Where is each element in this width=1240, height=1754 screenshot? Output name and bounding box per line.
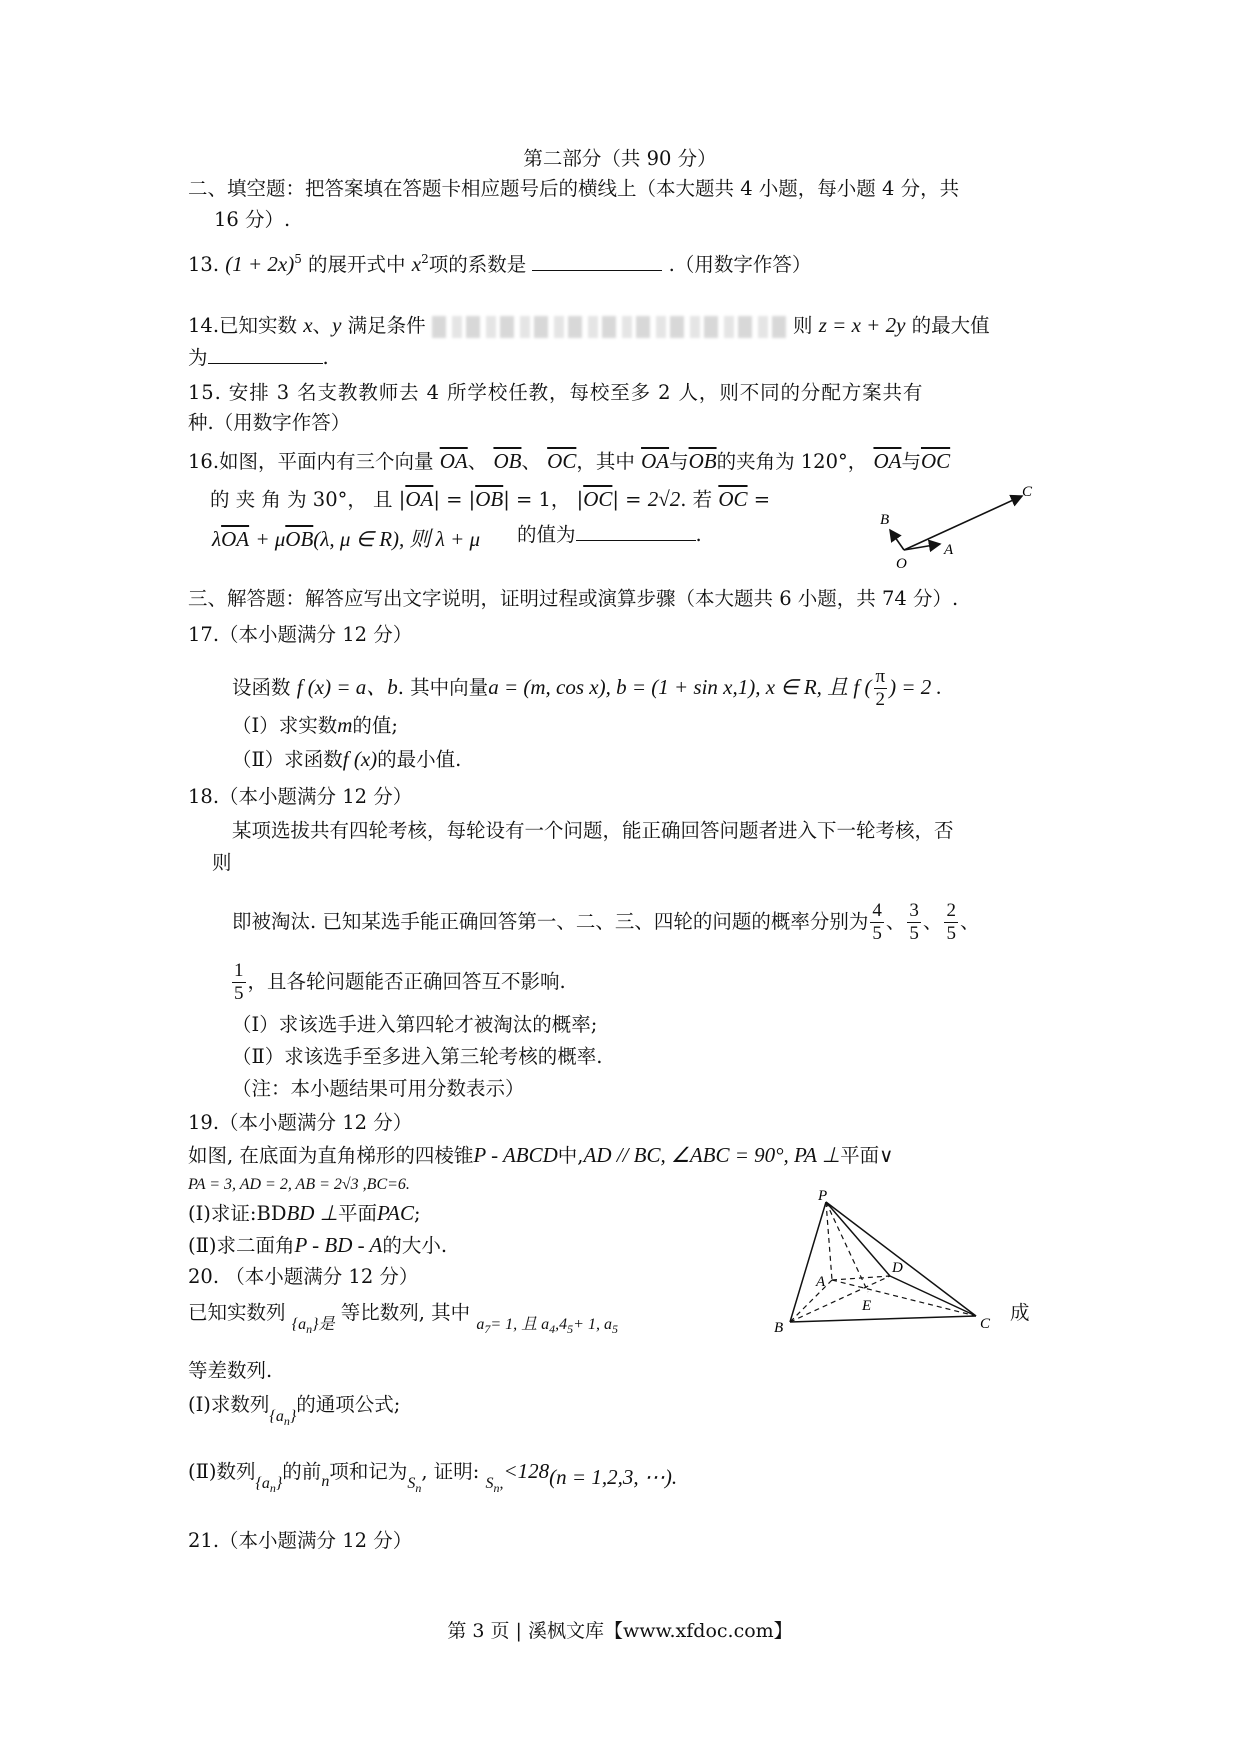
q14-constraint-image — [432, 316, 787, 338]
q20-p2c: } — [275, 1475, 283, 1492]
q14-text5: 为 — [188, 346, 208, 369]
edge-bd — [790, 1276, 890, 1322]
q19-dihedral: P - BD - A — [294, 1233, 383, 1257]
q18-frac-3-den: 5 — [946, 923, 956, 944]
q18-frac-3-num: 2 — [946, 900, 956, 921]
q20-p1d: 的通项公式; — [296, 1393, 401, 1416]
q18-part1: （Ⅰ）求该选手进入第四轮才被淘汰的概率; — [232, 1013, 598, 1036]
vector-ob: $\overline{OB}$ — [493, 449, 522, 473]
q20-seq-a: {a — [291, 1316, 307, 1333]
q20-l1f: = 1, 且 a — [490, 1316, 550, 1333]
vector-oa: $\overline{OA}$ — [641, 449, 670, 473]
q18-frac-1-den: 5 — [872, 923, 882, 944]
q16-text2: ，其中 — [576, 450, 635, 473]
q19-l1c: 中, — [557, 1144, 584, 1167]
q14-text1: 14.已知实数 — [188, 314, 298, 337]
question-15-line1: 15. 安排 3 名支教教师去 4 所学校任教，每校至多 2 人，则不同的分配方案共有 — [188, 381, 924, 404]
question-14 — [188, 312, 990, 339]
q20-sn2-n: n — [493, 1481, 500, 1495]
q19-l1a: 如图, 在底面为直角梯形的四棱锥 — [188, 1144, 474, 1167]
q18-line4-text: ，且各轮问题能否正确回答互不影响. — [247, 970, 566, 993]
vector-oc: $\overline{OC}$ — [583, 487, 613, 511]
q20-p2b: {a — [255, 1475, 270, 1492]
q20-p2l: (n = 1,2,3, ⋯). — [549, 1465, 678, 1489]
q20-seq-close: }是 — [312, 1316, 335, 1333]
edge-pb — [790, 1202, 826, 1322]
q20-l1i: 5 — [567, 1322, 574, 1336]
question-16-line2 — [210, 486, 770, 513]
q14-x: x — [303, 313, 313, 337]
fig-label-p: P — [818, 1188, 828, 1204]
q16-text9: | = — [612, 488, 642, 511]
q17-p1-end: 的值; — [352, 714, 398, 737]
q18-frac-4 — [232, 960, 246, 1005]
q19-pyramid: P - ABCD — [473, 1143, 558, 1167]
q19-part2 — [188, 1232, 447, 1259]
question-13 — [188, 246, 811, 278]
q16-text16: 的值为 — [517, 523, 576, 546]
q17-p1-text: （Ⅰ）求实数 — [232, 714, 338, 737]
q18-line4 — [232, 960, 566, 1005]
q18-frac-2-den: 5 — [909, 923, 919, 944]
edge-bc — [790, 1316, 976, 1322]
fig-label-e: E — [862, 1298, 872, 1314]
q20-sn — [407, 1475, 422, 1495]
q18-frac-4-den: 5 — [234, 983, 244, 1004]
vector-oa: $\overline{OA}$ — [439, 449, 468, 473]
q16-text15: (λ, μ ∈ R), 则 λ + μ — [313, 527, 481, 551]
q19-p2c: 的大小. — [382, 1234, 448, 1257]
q20-p2k: <128 — [503, 1459, 550, 1483]
q16-lambda: λ — [212, 527, 222, 551]
q20-a7: 7 — [484, 1322, 491, 1336]
q18-frac-3 — [944, 900, 958, 945]
q18-frac-2-num: 3 — [909, 900, 919, 921]
q17-part2 — [232, 746, 461, 773]
fill-heading-line1: 二、填空题：把答案填在答题卡相应题号后的横线上（本大题共 4 小题，每小题 4 分，共 — [188, 177, 960, 200]
q17-function: f (x) = a、b — [296, 675, 398, 699]
q20-head: 20. （本小题满分 12 分） — [188, 1265, 419, 1288]
q14-text4: 的最大值 — [911, 314, 990, 337]
q16-sep1: 、 — [467, 450, 488, 473]
q16-sep2: 、 — [521, 450, 541, 473]
q16-text11: . 若 — [680, 488, 713, 511]
q17-stem-b: . 其中向量 — [397, 676, 489, 699]
q20-p2e: n — [321, 1473, 330, 1490]
question-16-line3 — [212, 526, 480, 553]
vector-ob: $\overline{OB}$ — [688, 449, 717, 473]
q20-sn-n: n — [415, 1481, 422, 1495]
q17-stem-a: 设函数 — [232, 676, 291, 699]
q20-seq — [291, 1316, 335, 1336]
q19-lengths: PA = 3, AD = 2, AB = 2√3 , — [188, 1176, 367, 1193]
q20-p1a: (Ⅰ)求数列 — [188, 1393, 270, 1416]
q14-text2: 满足条件 — [347, 314, 426, 337]
q20-line1 — [188, 1300, 618, 1336]
q20-a5: 5 — [611, 1322, 618, 1336]
q16-text12: = — [753, 488, 771, 511]
q18-sep: 、 — [885, 910, 906, 933]
q21-head: 21.（本小题满分 12 分） — [188, 1529, 413, 1552]
q18-head: 18.（本小题满分 12 分） — [188, 785, 413, 808]
q19-l1e: 平面∨ — [840, 1144, 894, 1167]
q20-l1h: ,4 — [555, 1316, 568, 1333]
q19-conditions: AD // BC, ∠ABC = 90°, PA ⊥ — [583, 1143, 841, 1167]
q16-text8: | = 1， | — [503, 488, 584, 511]
q13-text3: .（用数字作答） — [668, 253, 812, 276]
fill-heading-line2: 16 分）. — [214, 208, 291, 231]
q13-var: x — [411, 252, 422, 276]
q20-sn-s: S — [407, 1475, 416, 1492]
q19-line1 — [188, 1142, 893, 1169]
q18-frac-1 — [870, 900, 884, 945]
q18-sep: 、 — [922, 910, 943, 933]
q17-p2-end: 的最小值. — [377, 748, 462, 771]
q14-text6: . — [322, 346, 329, 369]
q17-frac-num: π — [875, 666, 886, 687]
q19-p1a: (Ⅰ)求证:BD — [188, 1202, 287, 1225]
q20-p2j: , — [499, 1475, 504, 1492]
q19-head: 19.（本小题满分 12 分） — [188, 1111, 413, 1134]
question-14-line2 — [188, 345, 329, 371]
fig-label-b: B — [774, 1320, 784, 1336]
q20-a: a — [476, 1316, 485, 1333]
q17-p2-text: （Ⅱ）求函数 — [232, 748, 343, 771]
q19-pyramid-figure — [774, 1188, 1000, 1336]
q20-l1d: 等比数列, 其中 — [340, 1301, 471, 1324]
answer-heading: 三、解答题：解答应写出文字说明，证明过程或演算步骤（本大题共 6 小题，共 74 分）. — [188, 587, 959, 610]
question-15-line2: 种.（用数字作答） — [188, 411, 351, 434]
q20-p2d: 的前 — [282, 1460, 322, 1483]
page-footer: 第 3 页 | 溪枫文库【www.xfdoc.com】 — [447, 1620, 793, 1642]
q19-bc: BC=6. — [366, 1176, 410, 1193]
q20-p2a: (Ⅱ)数列 — [188, 1460, 256, 1483]
q20-l1a: 已知实数列 — [188, 1301, 286, 1324]
vector-oc: $\overline{OC}$ — [718, 487, 748, 511]
q20-a4: 4 — [549, 1322, 556, 1336]
q20-seq-n: n — [306, 1322, 313, 1336]
q20-line2: 等差数列. — [188, 1359, 273, 1382]
vector-oa: $\overline{OA}$ — [405, 487, 434, 511]
q18-frac-1-num: 4 — [872, 900, 882, 921]
vector-ob: $\overline{OB}$ — [475, 487, 504, 511]
edge-pd — [826, 1202, 890, 1276]
q17-head: 17.（本小题满分 12 分） — [188, 623, 413, 646]
question-16-line3b — [517, 522, 702, 548]
q20-p2f: 项和记为 — [329, 1460, 408, 1483]
question-16-line1 — [188, 448, 950, 475]
vector-ob-arrow — [890, 530, 904, 550]
q17-p1-m: m — [337, 713, 353, 737]
q18-line3-text: 即被淘汰. 已知某选手能正确回答第一、二、三、四轮的问题的概率分别为 — [232, 910, 869, 933]
q16-magnitude: 2√2 — [647, 487, 681, 511]
q16-text17: . — [695, 523, 702, 546]
q20-l1j: + 1, a — [573, 1316, 612, 1333]
q16-text6: 的 夹 角 为 30°， 且 | — [210, 488, 406, 511]
q20-p1c: } — [289, 1408, 297, 1425]
q20-p1-seq — [269, 1408, 297, 1428]
vector-oc: $\overline{OC}$ — [547, 449, 577, 473]
q17-p2-f: f (x) — [342, 747, 378, 771]
q20-cond — [476, 1316, 618, 1336]
q19-p1d: PAC — [377, 1201, 414, 1225]
fig-label-b: B — [880, 512, 890, 528]
q20-p2n: n — [269, 1481, 276, 1495]
q19-p2a: (Ⅱ)求二面角 — [188, 1234, 295, 1257]
edge-dc — [890, 1276, 976, 1316]
q13-number: 13. — [188, 253, 220, 276]
q20-part1 — [188, 1392, 401, 1428]
q16-text1: 16.如图，平面内有三个向量 — [188, 450, 434, 473]
q19-p1b: BD ⊥ — [286, 1201, 338, 1225]
vector-ob: $\overline{OB}$ — [285, 527, 314, 551]
q16-vector-figure — [860, 484, 1060, 572]
q18-line1: 某项选拔共有四轮考核，每轮设有一个问题，能正确回答问题者进入下一轮考核，否 — [232, 819, 954, 842]
q19-part1 — [188, 1200, 421, 1227]
q17-stem — [232, 666, 942, 711]
vector-oc: $\overline{OC}$ — [920, 449, 951, 473]
q14-y: y — [332, 313, 342, 337]
q16-text5: 与 — [901, 450, 921, 473]
fig-label-c: C — [980, 1316, 991, 1332]
q17-part1 — [232, 712, 398, 739]
q13-exponent: 5 — [294, 252, 302, 266]
q18-note: （注：本小题结果可用分数表示） — [232, 1077, 525, 1100]
q18-frac-4-num: 1 — [234, 960, 244, 981]
q19-p1e: ; — [413, 1202, 421, 1225]
q13-answer-blank[interactable] — [532, 252, 662, 271]
q16-text7: | = | — [433, 488, 476, 511]
vector-oc-arrow — [904, 496, 1022, 550]
q16-text3: 与 — [669, 450, 689, 473]
q20-p2-seq — [255, 1475, 283, 1495]
q18-sep: 、 — [959, 910, 980, 933]
vector-oa: $\overline{OA}$ — [221, 527, 250, 551]
part-title: 第二部分（共 90 分） — [523, 147, 717, 170]
q17-frac-den: 2 — [875, 689, 886, 710]
q17-end: ) = 2 . — [889, 675, 942, 699]
q13-text1: 的展开式中 — [308, 253, 406, 276]
q16-mu: + μ — [255, 527, 286, 551]
q14-objective: z = x + 2y — [818, 313, 906, 337]
q20-p2h: , 证明: — [421, 1460, 480, 1483]
fig-label-d: D — [892, 1260, 903, 1276]
q20-part2 — [188, 1458, 678, 1495]
q16-answer-blank[interactable] — [576, 522, 696, 541]
fig-label-a: A — [944, 542, 954, 558]
edge-ac — [832, 1280, 976, 1316]
q20-p1n: n — [283, 1414, 290, 1428]
edge-pc — [826, 1202, 976, 1316]
q13-var-exp: 2 — [421, 252, 429, 266]
fig-label-c: C — [1022, 484, 1033, 500]
q19-line2 — [188, 1170, 410, 1198]
q13-expression: (1 + 2x) — [225, 252, 295, 276]
vector-oa: $\overline{OA}$ — [873, 449, 902, 473]
q20-cheng: 成 — [1010, 1301, 1030, 1324]
q14-answer-blank[interactable] — [208, 345, 323, 364]
q14-sep: 、 — [312, 314, 333, 337]
q17-fraction — [874, 666, 888, 711]
q14-text3: 则 — [793, 314, 813, 337]
q20-sn2-s: S — [485, 1475, 494, 1492]
q13-text2: 项的系数是 — [428, 253, 527, 276]
q18-line3 — [232, 900, 979, 945]
q20-p1b: {a — [269, 1408, 284, 1425]
q18-part2: （Ⅱ）求该选手至多进入第三轮考核的概率. — [232, 1045, 603, 1068]
q17-vectors: a = (m, cos x), b = (1 + sin x,1), x ∈ R, 且 f ( — [488, 675, 872, 699]
fig-label-a: A — [816, 1274, 826, 1290]
q18-line2: 则 — [212, 851, 232, 874]
q18-frac-2 — [907, 900, 921, 945]
q16-text4: 的夹角为 120°， — [716, 450, 868, 473]
q20-sn2 — [485, 1475, 504, 1495]
q19-p1c: 平面 — [338, 1202, 378, 1225]
fig-label-o: O — [896, 556, 907, 572]
